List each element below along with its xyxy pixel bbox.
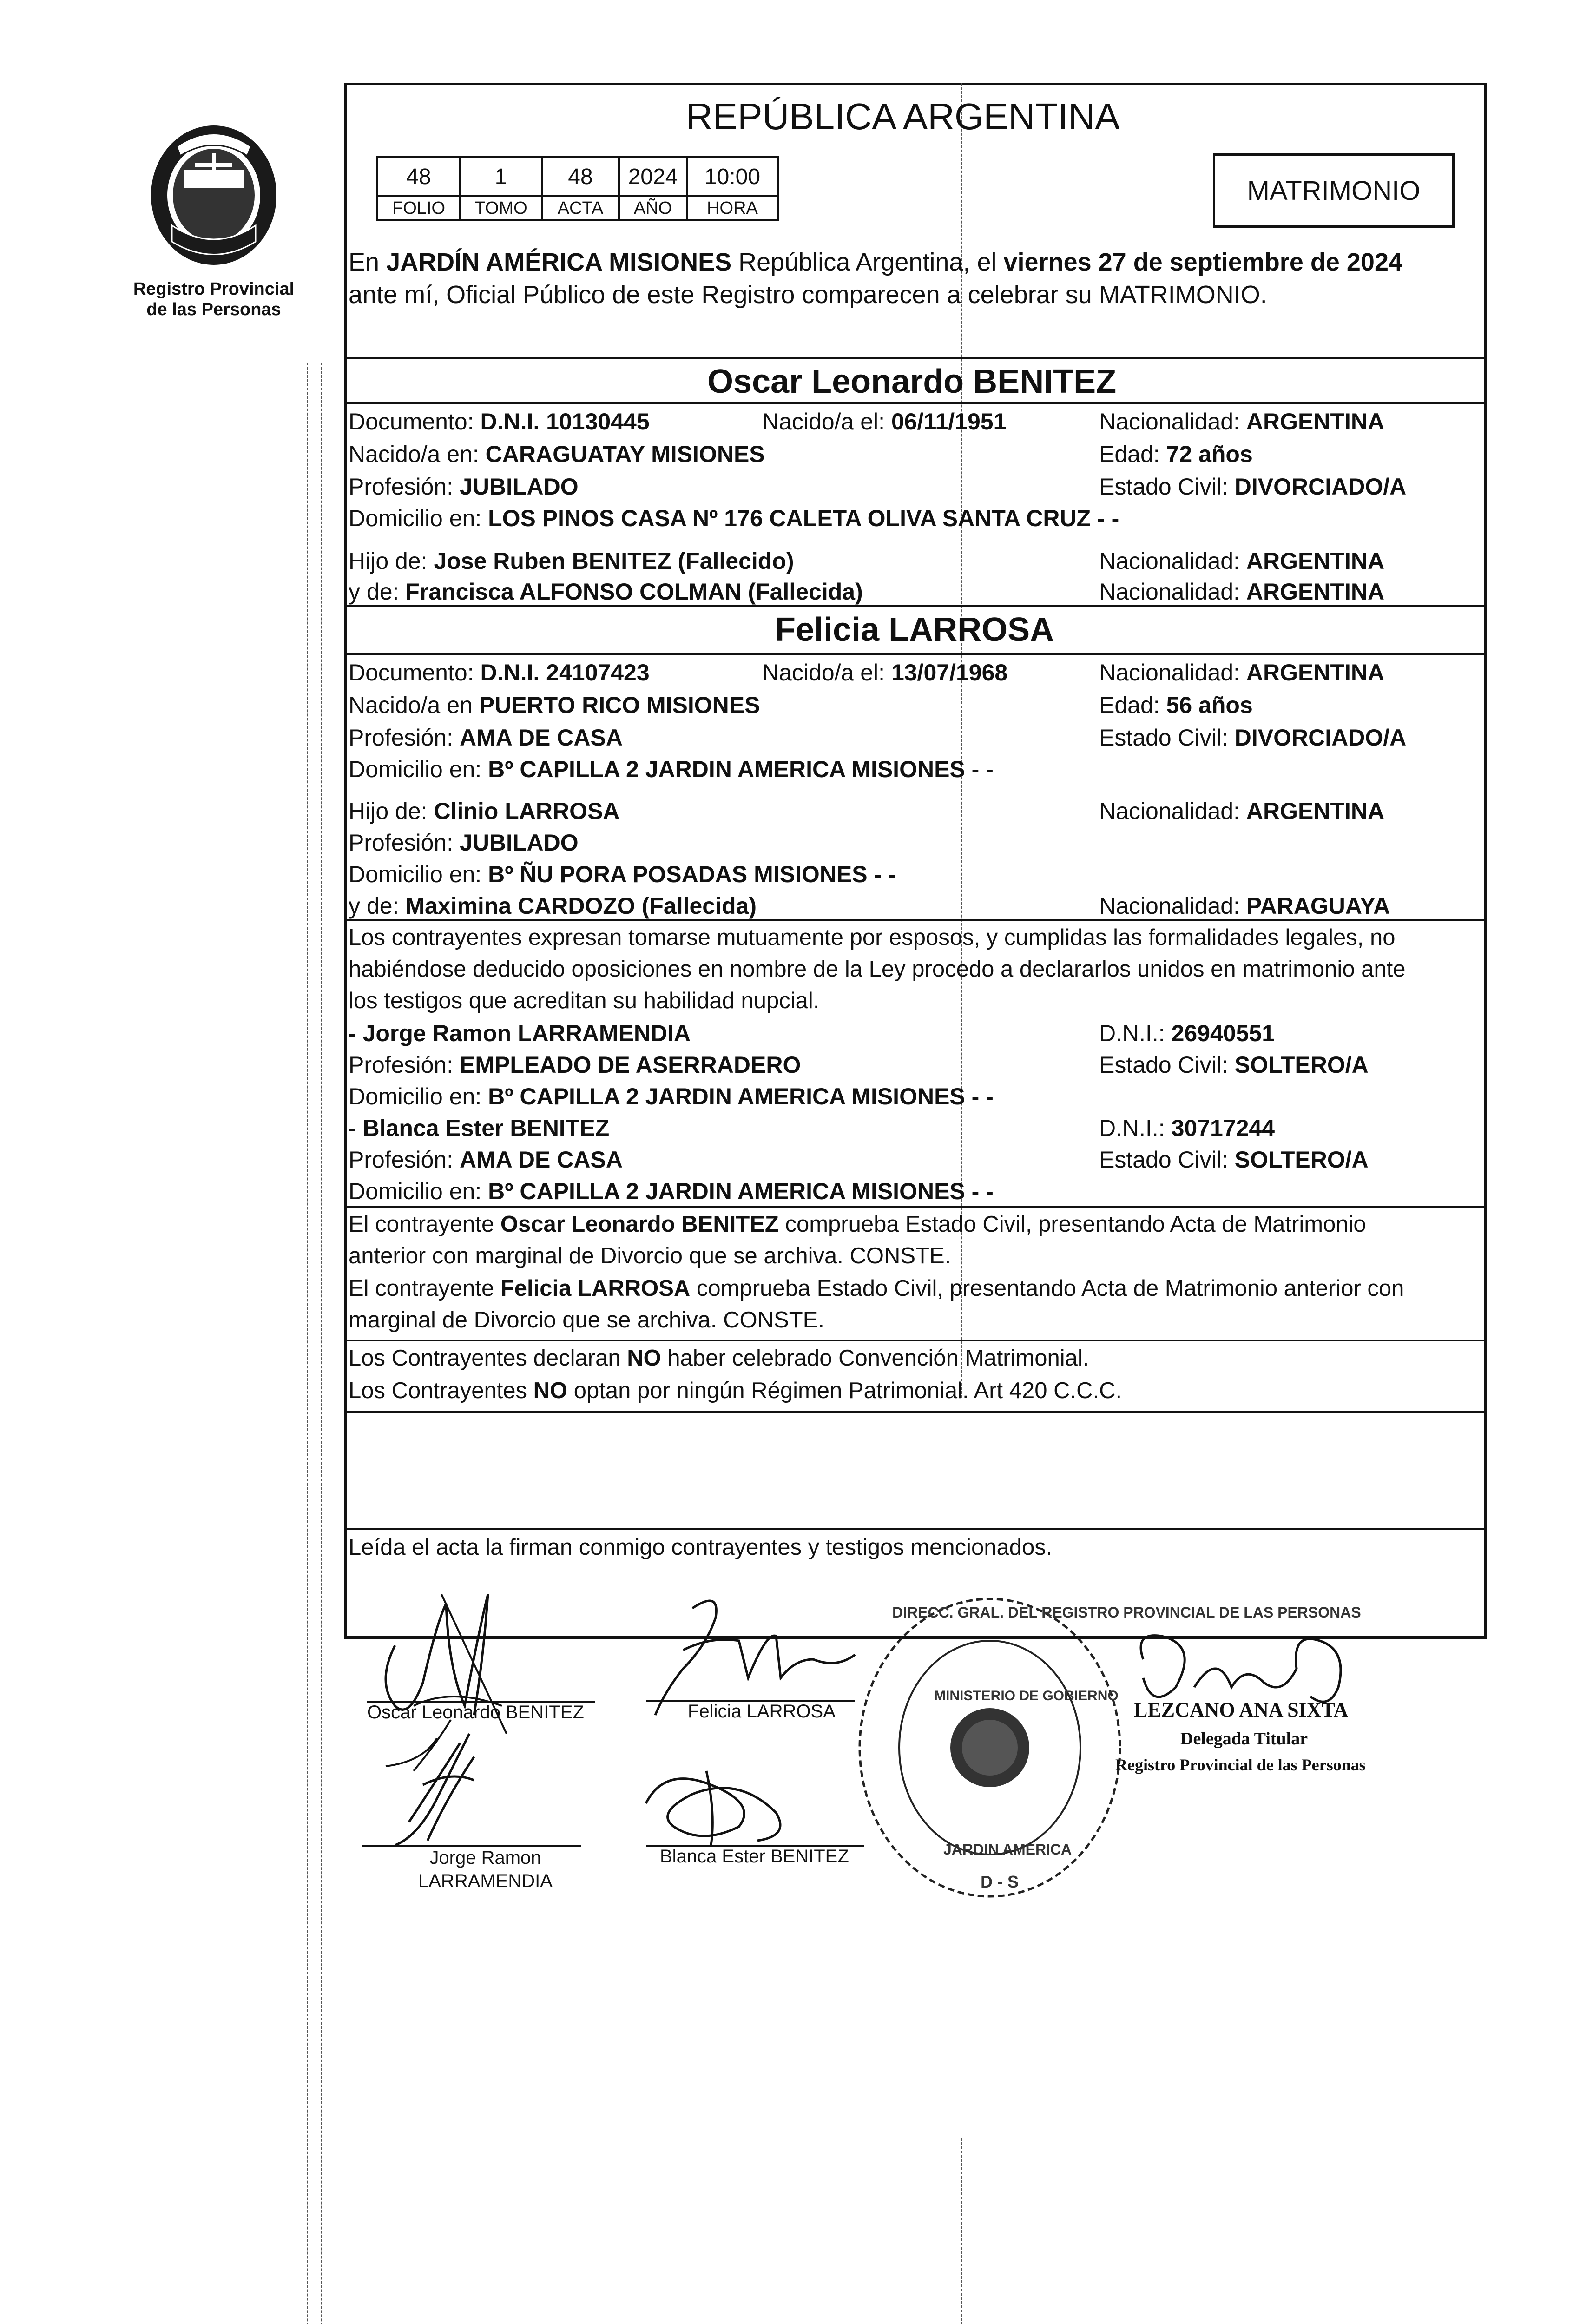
spouse1-mother: y de: Francisca ALFONSO COLMAN (Fallecida) <box>349 579 863 605</box>
spouse1-profession: Profesión: JUBILADO <box>349 474 579 500</box>
signature-official-icon <box>1125 1622 1385 1743</box>
regime-line-2: Los Contrayentes NO optan por ningún Régimen Patrimonial. Art 420 C.C.C. <box>349 1378 1122 1403</box>
spouse1-nationality: Nacionalidad: ARGENTINA <box>1099 409 1385 435</box>
spouse2-mother-nationality: Nacionalidad: PARAGUAYA <box>1099 893 1390 919</box>
spouse1-age: Edad: 72 años <box>1099 441 1253 467</box>
regime-line-1: Los Contrayentes declaran NO haber celebrado Convención Matrimonial. <box>349 1346 1089 1371</box>
spouse2-father-nationality: Nacionalidad: ARGENTINA <box>1099 798 1385 824</box>
signature-name-oscar: Oscar Leonardo BENITEZ <box>367 1702 584 1723</box>
note-2-line-2: marginal de Divorcio que se archiva. CONSTE. <box>349 1307 824 1333</box>
spouse1-doc: Documento: D.N.I. 10130445 <box>349 409 650 435</box>
witness2-name: - Blanca Ester BENITEZ <box>349 1115 610 1141</box>
tomo-value: 1 <box>460 157 542 196</box>
act-type: MATRIMONIO <box>1247 175 1421 206</box>
hora-value: 10:00 <box>687 157 778 196</box>
divider <box>344 1340 1484 1341</box>
spouse2-father: Hijo de: Clinio LARROSA <box>349 798 620 824</box>
spouse2-doc: Documento: D.N.I. 24107423 <box>349 660 650 686</box>
witness2-address: Domicilio en: Bº CAPILLA 2 JARDIN AMERICA MISIONES - - <box>349 1178 994 1204</box>
witness1-civil-status: Estado Civil: SOLTERO/A <box>1099 1052 1369 1078</box>
spouse1-address: Domicilio en: LOS PINOS CASA Nº 176 CALETA OLIVA SANTA CRUZ - - <box>349 505 1119 531</box>
seal-text-place: JARDIN AMERICA <box>943 1841 1072 1858</box>
spouse1-name: Oscar Leonardo BENITEZ <box>707 363 1117 400</box>
declaration-line-2: habiéndose deducido oposiciones en nombre de la Ley procedo a declararlos unidos en matrimonio ante <box>349 957 1406 982</box>
witness2-civil-status: Estado Civil: SOLTERO/A <box>1099 1147 1369 1173</box>
spouse1-mother-nationality: Nacionalidad: ARGENTINA <box>1099 579 1385 605</box>
spouse2-address: Domicilio en: Bº CAPILLA 2 JARDIN AMERICA MISIONES - - <box>349 756 994 782</box>
spouse2-father-profession: Profesión: JUBILADO <box>349 830 579 856</box>
witness2-dni: D.N.I.: 30717244 <box>1099 1115 1275 1141</box>
spouse2-nationality: Nacionalidad: ARGENTINA <box>1099 660 1385 686</box>
fold-line-bottom <box>961 2138 962 2324</box>
spouse2-born-in: Nacido/a en PUERTO RICO MISIONES <box>349 692 760 718</box>
page-title: REPÚBLICA ARGENTINA <box>686 96 1120 137</box>
hora-label: HORA <box>687 196 778 220</box>
logo-caption: Registro Provincial de las Personas <box>133 279 295 319</box>
official-office: Registro Provincial de las Personas <box>1115 1756 1366 1774</box>
spouse1-born-in: Nacido/a en: CARAGUATAY MISIONES <box>349 441 765 467</box>
divider <box>344 402 1484 404</box>
spouse2-age: Edad: 56 años <box>1099 692 1253 718</box>
signatures-intro: Leída el acta la firman conmigo contrayentes y testigos mencionados. <box>349 1535 1053 1560</box>
witness1-name: - Jorge Ramon LARRAMENDIA <box>349 1020 691 1046</box>
spouse2-profession: Profesión: AMA DE CASA <box>349 725 623 751</box>
anio-label: AÑO <box>619 196 687 220</box>
divider <box>344 1528 1484 1530</box>
tomo-label: TOMO <box>460 196 542 220</box>
spouse2-mother: y de: Maximina CARDOZO (Fallecida) <box>349 893 757 919</box>
intro-line-1: En JARDÍN AMÉRICA MISIONES República Argentina, el viernes 27 de septiembre de 2024 <box>349 248 1403 276</box>
note-1-line-1: El contrayente Oscar Leonardo BENITEZ comprueba Estado Civil, presentando Acta de Matrimonio <box>349 1212 1366 1237</box>
seal-text-ring: DIRECC. GRAL. DEL REGISTRO PROVINCIAL DE LAS PERSONAS <box>892 1604 1361 1621</box>
spouse2-civil-status: Estado Civil: DIVORCIADO/A <box>1099 725 1407 751</box>
divider <box>344 1206 1484 1208</box>
spouse1-father-nationality: Nacionalidad: ARGENTINA <box>1099 548 1385 574</box>
witness2-profession: Profesión: AMA DE CASA <box>349 1147 623 1173</box>
spouse2-born-on: Nacido/a el: 13/07/1968 <box>762 660 1008 686</box>
seal-text-bottom: D - S <box>981 1872 1019 1891</box>
signature-name-blanca: Blanca Ester BENITEZ <box>660 1846 849 1867</box>
witness1-profession: Profesión: EMPLEADO DE ASERRADERO <box>349 1052 801 1078</box>
divider <box>344 1411 1484 1413</box>
spouse1-father: Hijo de: Jose Ruben BENITEZ (Fallecido) <box>349 548 794 574</box>
divider <box>344 919 1484 921</box>
anio-value: 2024 <box>619 157 687 196</box>
signature-name-jorge: Jorge Ramon LARRAMENDIA <box>418 1848 553 1891</box>
act-type-box <box>1213 153 1455 228</box>
spouse1-civil-status: Estado Civil: DIVORCIADO/A <box>1099 474 1407 500</box>
official-name: LEZCANO ANA SIXTA <box>1134 1698 1349 1721</box>
acta-label: ACTA <box>542 196 619 220</box>
note-1-line-2: anterior con marginal de Divorcio que se archiva. CONSTE. <box>349 1243 951 1268</box>
note-2-line-1: El contrayente Felicia LARROSA comprueba Estado Civil, presentando Acta de Matrimonio anterior con <box>349 1276 1404 1301</box>
spouse2-name: Felicia LARROSA <box>775 611 1054 648</box>
acta-value: 48 <box>542 157 619 196</box>
spouse1-born-on: Nacido/a el: 06/11/1951 <box>762 409 1007 435</box>
signature-blanca-icon <box>637 1757 804 1850</box>
reference-table <box>376 156 779 221</box>
fold-line-left <box>321 363 322 2324</box>
official-role: Delegada Titular <box>1180 1729 1308 1749</box>
declaration-line-3: los testigos que acreditan su habilidad nupcial. <box>349 988 820 1013</box>
witness1-address: Domicilio en: Bº CAPILLA 2 JARDIN AMERICA MISIONES - - <box>349 1083 994 1109</box>
folio-value: 48 <box>377 157 460 196</box>
witness1-dni: D.N.I.: 26940551 <box>1099 1020 1275 1046</box>
seal-text-inner: MINISTERIO DE GOBIERNO <box>934 1688 1119 1703</box>
divider <box>344 357 1484 359</box>
spouse2-father-address: Domicilio en: Bº ÑU PORA POSADAS MISIONES - - <box>349 861 896 887</box>
declaration-line-1: Los contrayentes expresan tomarse mutuamente por esposos, y cumplidas las formalidades legales, no <box>349 925 1396 950</box>
folio-label: FOLIO <box>377 196 460 220</box>
misiones-seal-icon <box>139 119 288 267</box>
divider <box>344 653 1484 655</box>
signature-name-felicia: Felicia LARROSA <box>688 1701 836 1722</box>
signature-jorge-icon <box>381 1729 493 1850</box>
intro-line-2: ante mí, Oficial Público de este Registro comparecen a celebrar su MATRIMONIO. <box>349 281 1267 309</box>
divider <box>344 605 1484 607</box>
fold-line-margin <box>307 363 308 2324</box>
